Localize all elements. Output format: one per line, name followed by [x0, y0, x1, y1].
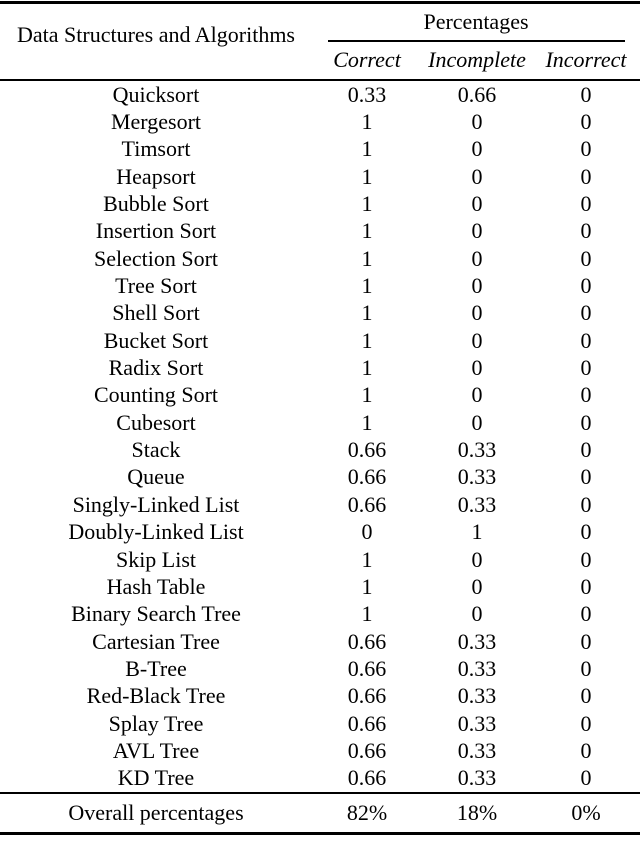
row-label: Hash Table	[106, 573, 206, 599]
value-correct: 1	[361, 218, 373, 244]
value-incomplete: 0.33	[457, 437, 497, 463]
column-header-data-structures: Data Structures and Algorithms	[16, 22, 295, 48]
value-correct: 1	[361, 382, 373, 408]
value-incomplete: 0	[471, 245, 483, 271]
row-label: Stack	[131, 437, 181, 463]
table-row	[0, 108, 640, 135]
value-incorrect: 0	[580, 81, 592, 107]
value-incorrect: 0	[580, 491, 592, 517]
value-correct: 1	[361, 355, 373, 381]
table-row	[0, 245, 640, 272]
row-label: Radix Sort	[108, 355, 204, 381]
value-incomplete: 0.33	[457, 710, 497, 736]
value-incomplete: 0	[471, 327, 483, 353]
row-label: Bucket Sort	[103, 327, 209, 353]
value-incorrect: 0	[580, 273, 592, 299]
value-incorrect: 0	[580, 601, 592, 627]
value-incorrect: 0	[580, 573, 592, 599]
table-row	[0, 327, 640, 354]
bottom-rule	[0, 832, 640, 835]
value-correct: 0.66	[347, 437, 387, 463]
value-incorrect: 0	[580, 737, 592, 763]
table-row	[0, 382, 640, 409]
row-label: Timsort	[121, 136, 191, 162]
value-incomplete: 0	[471, 191, 483, 217]
value-correct: 1	[361, 245, 373, 271]
value-correct: 1	[361, 163, 373, 189]
row-label: Cubesort	[116, 409, 196, 435]
column-header-correct: Correct	[333, 47, 401, 72]
table-row	[0, 519, 640, 546]
value-incorrect: 0	[580, 628, 592, 654]
table-row	[0, 546, 640, 573]
value-incomplete: 0.33	[457, 464, 497, 490]
value-incomplete: 0	[471, 300, 483, 326]
table-row	[0, 409, 640, 436]
row-label: Tree Sort	[115, 273, 197, 299]
table-row	[0, 272, 640, 299]
table-row	[0, 136, 640, 163]
table-row	[0, 491, 640, 518]
table-row	[0, 573, 640, 600]
table-row	[0, 300, 640, 327]
value-incomplete: 0	[471, 218, 483, 244]
table-row	[0, 710, 640, 737]
value-incorrect: 0	[580, 409, 592, 435]
value-incomplete: 0	[471, 136, 483, 162]
value-incorrect: 0	[580, 710, 592, 736]
value-incorrect: 0	[580, 109, 592, 135]
table-row	[0, 464, 640, 491]
row-label: Doubly-Linked List	[68, 519, 244, 545]
value-correct: 1	[361, 109, 373, 135]
row-label: Selection Sort	[93, 245, 219, 271]
row-label: Quicksort	[112, 81, 200, 107]
table-row	[0, 683, 640, 710]
value-correct: 0.66	[347, 683, 387, 709]
table-header	[0, 4, 640, 79]
value-correct: 0.66	[347, 655, 387, 681]
subheader-row	[312, 42, 640, 79]
table-row	[0, 737, 640, 764]
value-correct: 0.66	[347, 737, 387, 763]
value-incomplete: 0	[471, 573, 483, 599]
table-row	[0, 218, 640, 245]
value-incomplete: 0	[471, 273, 483, 299]
row-label: Bubble Sort	[103, 191, 209, 217]
value-correct: 0.66	[347, 765, 387, 791]
row-label: Counting Sort	[93, 382, 219, 408]
row-label: Skip List	[115, 546, 197, 572]
value-correct: 1	[361, 136, 373, 162]
table-row	[0, 163, 640, 190]
value-correct: 0.66	[347, 710, 387, 736]
value-correct: 0.66	[347, 464, 387, 490]
value-incomplete: 0.66	[457, 81, 497, 107]
column-header-incomplete: Incomplete	[428, 47, 526, 72]
table-row	[0, 655, 640, 682]
table-row	[0, 601, 640, 628]
footer-value-incomplete: 18%	[456, 800, 498, 826]
column-header-incorrect: Incorrect	[545, 47, 627, 72]
row-label: Mergesort	[110, 109, 202, 135]
value-incorrect: 0	[580, 163, 592, 189]
value-incomplete: 1	[471, 519, 483, 545]
footer-row	[0, 794, 640, 832]
value-incomplete: 0	[471, 601, 483, 627]
value-incomplete: 0.33	[457, 737, 497, 763]
table-row	[0, 436, 640, 463]
footer-value-incorrect: 0%	[571, 800, 601, 826]
value-correct: 1	[361, 573, 373, 599]
row-label: Heapsort	[116, 163, 196, 189]
value-incomplete: 0	[471, 409, 483, 435]
value-incorrect: 0	[580, 437, 592, 463]
value-incomplete: 0	[471, 163, 483, 189]
table-row	[0, 81, 640, 108]
value-incorrect: 0	[580, 355, 592, 381]
value-incomplete: 0	[471, 546, 483, 572]
row-label: Singly-Linked List	[72, 491, 240, 517]
row-label: Red-Black Tree	[86, 683, 226, 709]
table-body	[0, 81, 640, 792]
value-incomplete: 0.33	[457, 655, 497, 681]
row-label: AVL Tree	[112, 737, 200, 763]
value-incorrect: 0	[580, 464, 592, 490]
value-correct: 1	[361, 191, 373, 217]
value-correct: 1	[361, 273, 373, 299]
value-correct: 1	[361, 409, 373, 435]
row-label: B-Tree	[125, 655, 187, 681]
row-label: Cartesian Tree	[92, 628, 220, 654]
value-incomplete: 0.33	[457, 491, 497, 517]
value-incorrect: 0	[580, 191, 592, 217]
value-incorrect: 0	[580, 655, 592, 681]
table-row	[0, 354, 640, 381]
value-correct: 0.66	[347, 628, 387, 654]
value-incomplete: 0	[471, 109, 483, 135]
value-correct: 1	[361, 546, 373, 572]
group-header-percentages: Percentages	[423, 9, 529, 34]
value-incomplete: 0	[471, 382, 483, 408]
row-label: Insertion Sort	[95, 218, 217, 244]
value-incorrect: 0	[580, 327, 592, 353]
footer-value-correct: 82%	[346, 800, 388, 826]
value-correct: 0.66	[347, 491, 387, 517]
footer-label: Overall percentages	[68, 800, 244, 826]
row-label: Shell Sort	[112, 300, 200, 326]
value-incorrect: 0	[580, 136, 592, 162]
value-incorrect: 0	[580, 245, 592, 271]
value-correct: 0	[361, 519, 373, 545]
table-row	[0, 628, 640, 655]
row-label: Queue	[127, 464, 185, 490]
value-incorrect: 0	[580, 519, 592, 545]
value-incorrect: 0	[580, 300, 592, 326]
table-row	[0, 190, 640, 217]
value-incorrect: 0	[580, 765, 592, 791]
value-incorrect: 0	[580, 382, 592, 408]
value-incorrect: 0	[580, 218, 592, 244]
value-correct: 0.33	[347, 81, 387, 107]
row-label: Splay Tree	[108, 710, 204, 736]
percentages-header-group	[312, 4, 640, 79]
row-label: KD Tree	[117, 765, 195, 791]
table-row	[0, 765, 640, 792]
value-incomplete: 0.33	[457, 628, 497, 654]
row-label: Binary Search Tree	[71, 601, 241, 627]
value-incorrect: 0	[580, 683, 592, 709]
value-correct: 1	[361, 601, 373, 627]
value-correct: 1	[361, 300, 373, 326]
value-incorrect: 0	[580, 546, 592, 572]
value-correct: 1	[361, 327, 373, 353]
value-incomplete: 0.33	[457, 765, 497, 791]
value-incomplete: 0.33	[457, 683, 497, 709]
value-incomplete: 0	[471, 355, 483, 381]
